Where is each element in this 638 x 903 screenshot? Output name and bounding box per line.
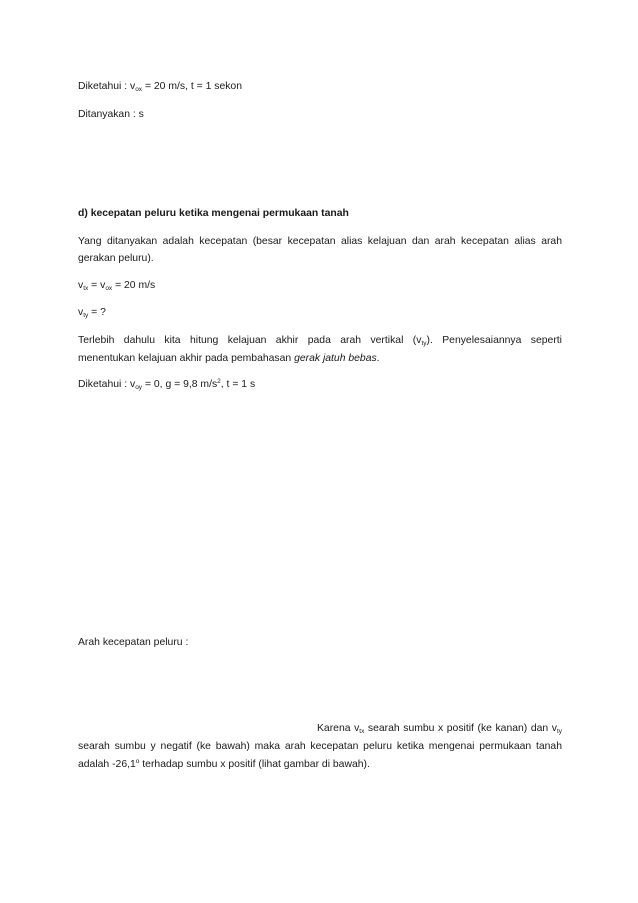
paragraph-3-line-2: searah sumbu y negatif (ke bawah) maka arah kecepatan peluru ketika mengenai permukaan tanah (78, 741, 562, 752)
equation-vty (78, 306, 106, 320)
equals-text: = v (88, 280, 106, 291)
subscript: ty (83, 312, 89, 319)
given-line-1 (78, 80, 242, 94)
subscript: ox (105, 285, 113, 292)
paragraph-3-line-1 (317, 722, 562, 736)
value-text: = 20 m/s (112, 280, 156, 291)
value-text: = ? (88, 307, 106, 318)
paragraph-2-line-2 (78, 352, 380, 366)
paragraph-2-line-1 (78, 334, 562, 348)
paragraph-1-line-2: gerakan peluru). (78, 253, 154, 264)
given-values: = 20 m/s, t = 1 sekon (142, 81, 242, 92)
text-run: Karena v (317, 723, 360, 734)
subscript: oy (135, 384, 143, 391)
given-values: = 0, g = 9,8 m/s (142, 379, 218, 390)
paragraph-1-line-1: Yang ditanyakan adalah kecepatan (besar kecepatan alias kelajuan dan arah kecepatan alias arah (78, 236, 562, 247)
section-heading-d: d) kecepatan peluru ketika mengenai permukaan tanah (78, 208, 349, 219)
text-run: . (376, 353, 380, 364)
given-text: Diketahui : v (78, 379, 136, 390)
text-run: adalah -26,1 (78, 759, 136, 770)
text-run: menentukan kelajuan akhir pada pembahasan (78, 353, 295, 364)
text-run: terhadap sumbu x positif (lihat gambar di bawah). (139, 759, 370, 770)
superscript: 2 (217, 378, 221, 385)
symbol-v: v (78, 307, 84, 318)
text-run: searah sumbu x positif (ke kanan) dan v (364, 723, 557, 734)
given-line-2 (78, 378, 255, 392)
text-run: ). Penyelesaiannya seperti (426, 335, 562, 346)
symbol-v: v (78, 280, 84, 291)
subscript: tx (83, 285, 89, 292)
direction-heading: Arah kecepatan peluru : (78, 637, 189, 648)
text-run: Terlebih dahulu kita hitung kelajuan akhir pada arah vertikal (v (78, 335, 422, 346)
superscript: o (135, 758, 140, 765)
subscript: tx (359, 728, 365, 735)
subscript: ox (135, 86, 143, 93)
paragraph-3-line-3 (78, 758, 370, 772)
emphasis-text: gerak jatuh bebas (294, 353, 377, 364)
equation-vtx (78, 279, 155, 293)
subscript: ty (556, 728, 562, 735)
given-text: Diketahui : v (78, 81, 136, 92)
subscript: ty (421, 340, 427, 347)
asked-line-1: Ditanyakan : s (78, 109, 144, 120)
given-values: , t = 1 s (220, 379, 256, 390)
